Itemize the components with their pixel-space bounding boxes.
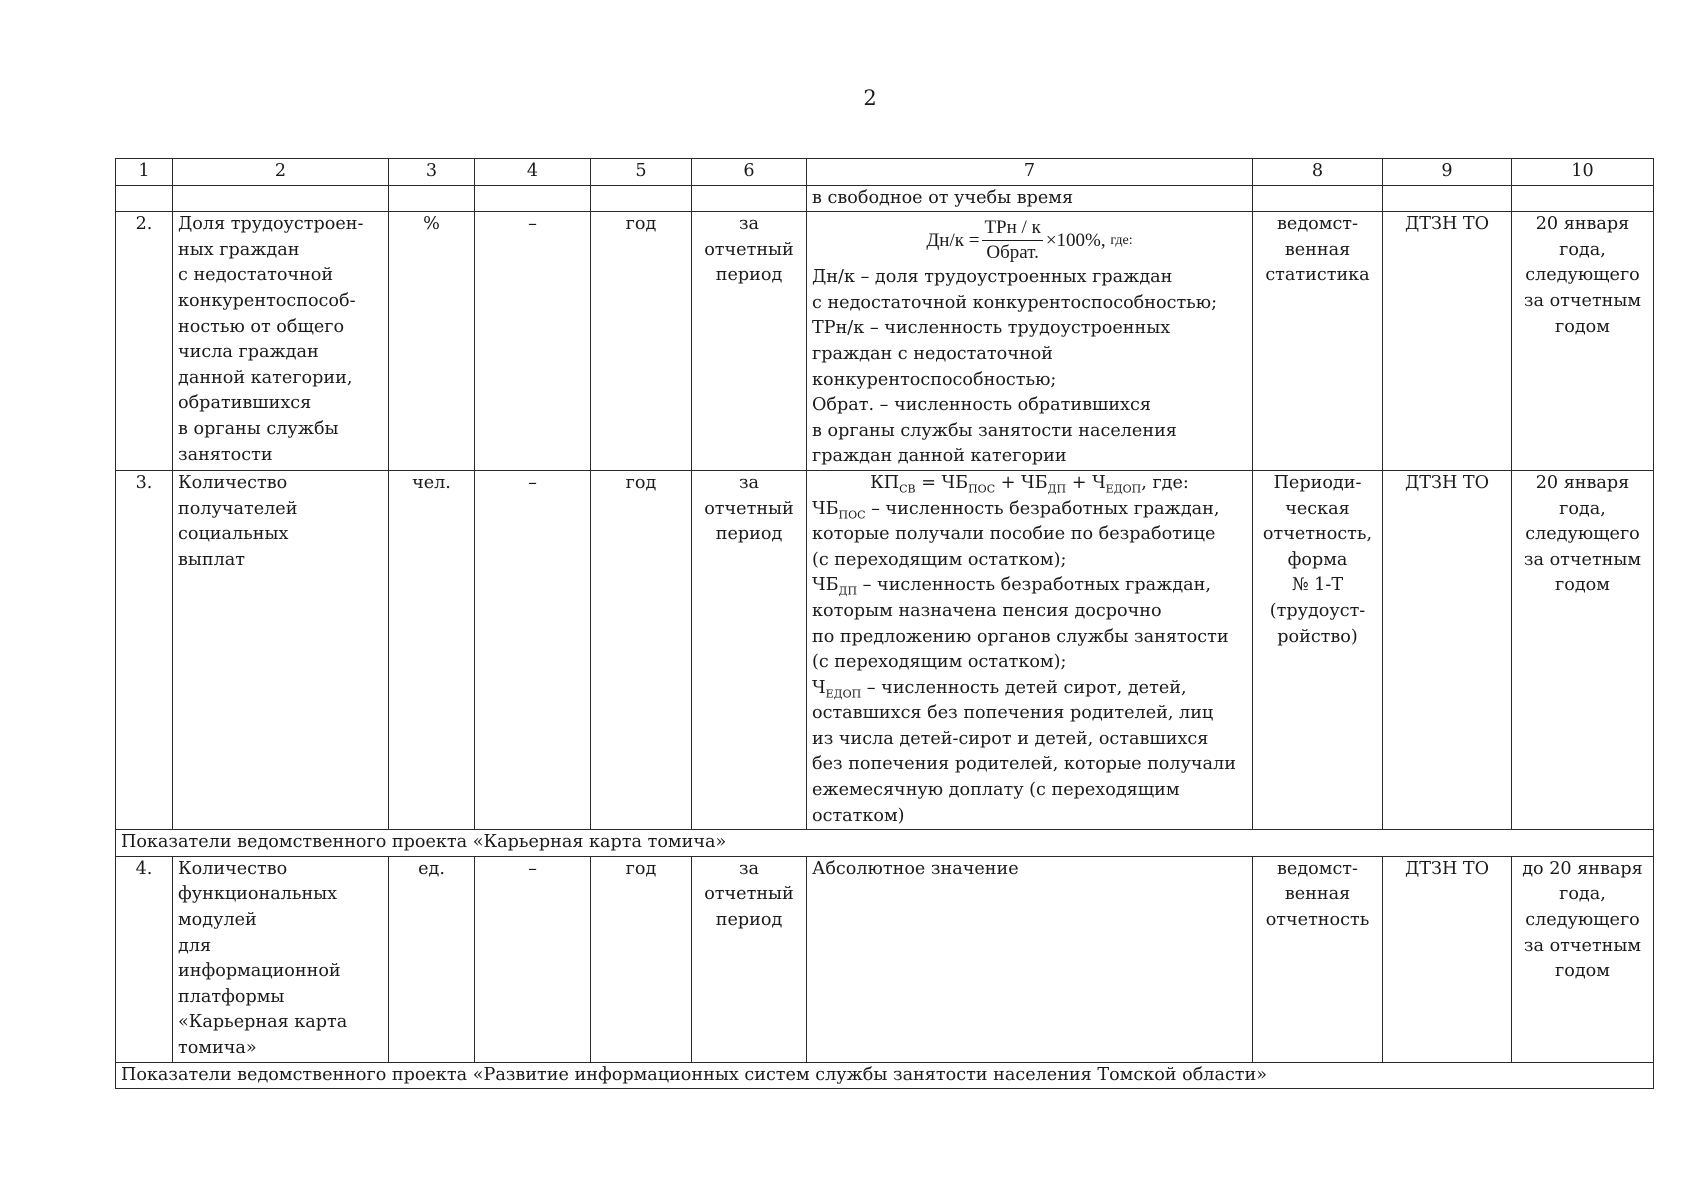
header-cell: 10 (1512, 159, 1654, 186)
header-cell: 3 (389, 159, 475, 186)
data-source: ведомст- венная статистика (1253, 212, 1383, 471)
header-cell: 4 (475, 159, 591, 186)
header-cell: 2 (173, 159, 389, 186)
dash-cell: – (475, 856, 591, 1062)
periodicity: год (591, 856, 692, 1062)
reporting-period: за отчетный период (692, 470, 807, 829)
reporting-period: за отчетный период (692, 212, 807, 471)
header-cell: 9 (1383, 159, 1512, 186)
section-title: Показатели ведомственного проекта «Развитие информационных систем службы занятости населения Томской области» (116, 1062, 1654, 1089)
formula: $КП_{СВ} = ЧБ_{ПОС} + ЧБ_{ДП} + Ч_{ЕДОП}$, где: (870, 472, 1189, 496)
unit: чел. (389, 470, 475, 829)
periodicity: год (591, 470, 692, 829)
continuation-text: в свободное от учебы время (807, 185, 1253, 212)
section-row (116, 1062, 1654, 1089)
header-cell: 5 (591, 159, 692, 186)
row-number: 4. (116, 856, 173, 1062)
responsible: ДТЗН ТО (1383, 856, 1512, 1062)
header-cell: 6 (692, 159, 807, 186)
header-cell: 1 (116, 159, 173, 186)
indicators-table (115, 158, 1654, 1089)
table-row (116, 856, 1654, 1062)
dash-cell: – (475, 470, 591, 829)
data-source: Периоди- ческая отчетность, форма № 1-Т (трудоуст- ройство) (1253, 470, 1383, 829)
indicator-name: Количество функциональных модулей для информационной платформы «Карьерная карта томича» (173, 856, 389, 1062)
table-row (116, 470, 1654, 829)
page-number: 2 (863, 86, 877, 110)
table-row (116, 212, 1654, 471)
calculation-method: Дн/к = $\frac{\text{ТРн / к}}{\text{Обрат.}}$ ×100%, где: Дн/к – доля трудоустроенных граждан с недостаточной конкурентоспособностью; ТРн/к – численность трудоустроенных граждан с недостаточной конкурентоспособностью; Обрат. – численность обратившихся в органы службы занятости населения граждан данной категории (807, 212, 1253, 471)
calculation-method: $КП_{СВ} = ЧБ_{ПОС} + ЧБ_{ДП} + Ч_{ЕДОП}$, где: $ЧБ_{ПОС}$ – численность безработных граждан, которые получали пособие по безработице (с переходящим остатком); $ЧБ_{ДП}$ – численность безработных граждан, которым назначена пенсия досрочно по предложению органов службы занятости (с переходящим остатком); $Ч_{ЕДОП}$ – численность детей сирот, детей, оставшихся без попечения родителей, лиц из числа детей-сирот и детей, оставшихся без попечения родителей, которые получали ежемесячную доплату (с переходящим остатком) (807, 470, 1253, 829)
row-number: 2. (116, 212, 173, 471)
section-title: Показатели ведомственного проекта «Карьерная карта томича» (116, 830, 1654, 857)
header-cell: 8 (1253, 159, 1383, 186)
responsible: ДТЗН ТО (1383, 212, 1512, 471)
indicator-name: Количество получателей социальных выплат (173, 470, 389, 829)
calculation-method: Абсолютное значение (807, 856, 1253, 1062)
reporting-period: за отчетный период (692, 856, 807, 1062)
section-row (116, 830, 1654, 857)
formula: Дн/к = $\frac{\text{ТРн / к}}{\text{Обрат.}}$ ×100%, где: (926, 217, 1133, 264)
deadline: до 20 января года, следующего за отчетным годом (1512, 856, 1654, 1062)
periodicity: год (591, 212, 692, 471)
header-row (116, 159, 1654, 186)
unit: ед. (389, 856, 475, 1062)
deadline: 20 января года, следующего за отчетным годом (1512, 212, 1654, 471)
continuation-row (116, 185, 1654, 212)
header-cell: 7 (807, 159, 1253, 186)
row-number: 3. (116, 470, 173, 829)
deadline: 20 января года, следующего за отчетным годом (1512, 470, 1654, 829)
data-source: ведомст- венная отчетность (1253, 856, 1383, 1062)
unit: % (389, 212, 475, 471)
indicator-name: Доля трудоустроен- ных граждан с недостаточной конкурентоспособ- ностью от общего числа граждан данной категории, обратившихся в органы службы занятости (173, 212, 389, 471)
responsible: ДТЗН ТО (1383, 470, 1512, 829)
dash-cell: – (475, 212, 591, 471)
